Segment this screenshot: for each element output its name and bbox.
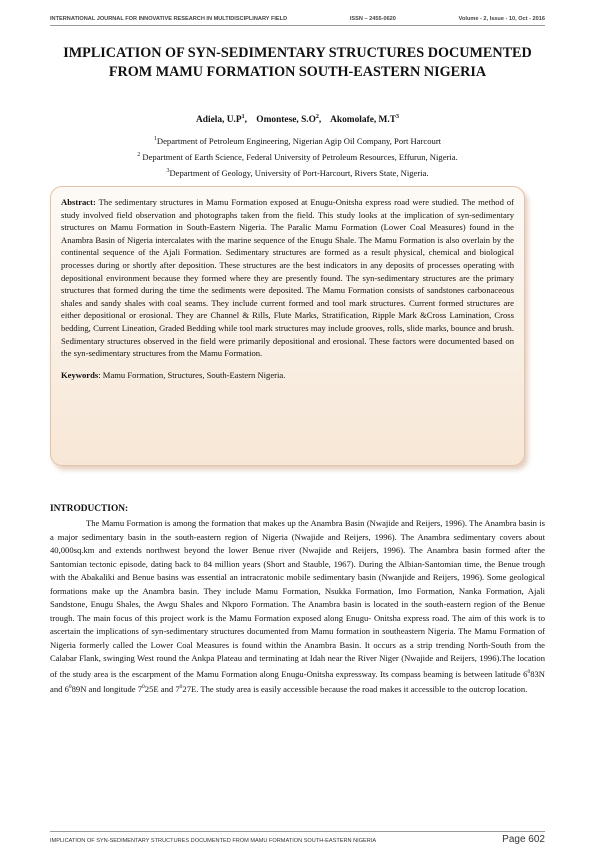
keywords: Keywords: Mamu Formation, Structures, South-Eastern Nigeria. (61, 369, 286, 380)
abstract-label: Abstract: (61, 197, 96, 207)
author-sup: 1 (241, 114, 245, 120)
abstract (61, 196, 514, 360)
page-number: Page 602 (502, 834, 545, 845)
affiliation: $^1$Department of Petroleum Engineering, Nigerian Agip Oil Company, Port Harcourt (153, 135, 442, 146)
author-name: Omontese, S.O (256, 115, 316, 126)
volume-issue: Volume - 2, Issue - 10, Oct - 2016 (458, 16, 545, 22)
author-name: Akomolafe, M.T (330, 115, 397, 126)
author-name: Adiela, U.P (195, 115, 242, 126)
abstract-box (50, 186, 525, 466)
introduction-heading: INTRODUCTION: (50, 504, 129, 514)
paper-title: IMPLICATION OF SYN-SEDIMENTARY STRUCTURES DOCUMENTED FROM MAMU FORMATION SOUTH-EASTERN NIGERIA (63, 45, 532, 80)
keywords-text: Mamu Formation, Structures, South-Eastern Nigeria. (102, 369, 286, 380)
author-sup: 3 (396, 114, 400, 120)
issn: ISSN – 2455-0620 (349, 16, 396, 22)
abstract-text: The sedimentary structures in Mamu Formation exposed at Enugu-Onitsha express road were studied. The method of study involved field observation and photographs taken from the field. This study looks at the implication of syn-sedimentary structures on Mamu Formation in South-Eastern Nigeria. The Paralic Mamu Formation (Lower Coal Measures) found in the Anambra Basin of Nigeria intercalates with the marine sequence of the Enugu Shale. The Mamu Formation is also overlain by the continental sequence of the Ajali Formation. Sedimentary structures are formed as a result physical, chemical and biological processes during or shortly after deposition. These structures are the best indicators in any deposits of processes operating with depositional environment because they formed where they are presently found. The syn-sedimentary structures are the primary structures that formed during the time the sediments were deposited. The Mamu Formation consists of sandstones carbonaceous shales and sandy shales with coal seams. They include current formed and tool mark structures. Current formed structures are either depositional or erosional. They are Channel & Rills, Flute Marks, Stratification, Ripple Mark &Cross Lamination, Cross bedding, Current Lineation, Graded Bedding while tool mark structures may include grooves, rolls, slide marks, bounce and brush. Sedimentary structures observed in the field were primarily depositional and erosional. These factors were documented based on the syn-sedimentary structures from the Mamu Formation. (61, 197, 515, 359)
running-title: IMPLICATION OF SYN-SEDIMENTARY STRUCTURES DOCUMENTED FROM MAMU FORMATION SOUTH-EASTERN NIGERIA (50, 838, 377, 844)
affiliation: $^2$ Department of Earth Science, Federal University of Petroleum Resources, Effurun, Nigeria. (137, 151, 458, 162)
header-divider (50, 25, 545, 26)
author-sup: 2 (315, 114, 319, 120)
footer-divider (50, 831, 545, 832)
page-footer (50, 834, 545, 845)
keywords-label: Keywords (61, 369, 99, 380)
journal-name: INTERNATIONAL JOURNAL FOR INNOVATIVE RESEARCH IN MULTIDISCIPLINARY FIELD (50, 16, 288, 22)
journal-header (50, 16, 545, 22)
affiliation-list (60, 132, 535, 180)
affiliation: $^3$Department of Geology, University of Port-Harcourt, Rivers State, Nigeria. (166, 167, 429, 178)
introduction-paragraph: The Mamu Formation is among the formation that makes up the Anambra Basin (Nwajide and Reijers, 1996). The Anambra basin is a major sedimentary basin in the south-eastern region of Nigeria (Nwajide and Reijers, 1996). The Anambra sedimentary covers about 40,000sq.km and extends northwest beyond the lower Benue river (Nwajide and Reijers, 1996). The Anambra basin formed after the Santomian tectonic episode, dating back to 84 million years (Short and Stauble, 1967). During the Albian-Santomian time, the Benue trough with the Abakaliki and Benue basins was essential an intracratonic mobile sedimentary basin (Nwanjide and Reijers, 1996). Some geological formations make up the Anambra basin. They include Mamu Formation, Nsukka Formation, Imo Formation, Nanka Formation, Ajali Sandstone, Enugu Shales, the Awgu Shales and Nkporo Formation. The Anambra basin is located in the south-eastern region of the Benue trough. The main focus of this project work is the Mamu Formation exposed along Enugu- Onitsha express road. The aim of this work is to ascertain the implications of syn-sedimentary structures documented from Mamu formation in southeastern Nigeria. The Mamu Formation of Nigeria formerly called the Lower Coal Measures is found within the Anambra Basin. It occurs as a strip trending North-South from the Calabar Flank, swinging West round the Ankpa Plateau and terminating at Idah near the River Niger (Nwajide and Reijers, 1996).The location of the study area is the escarpment of the Mamu Formation along Enugu-Onitsha expressway. Its compass beaming is between latitude $6^083N$ and $6^089N$ and longitude $7^025E$ and $7^027E$. The study area is easily accessible because the road makes it accessible to the outcrop location. (50, 518, 545, 694)
author-list: Adiela, $U.P^1$, Omontese, $S.O^2$, Akomolafe, $M.T^3$ (195, 114, 400, 126)
